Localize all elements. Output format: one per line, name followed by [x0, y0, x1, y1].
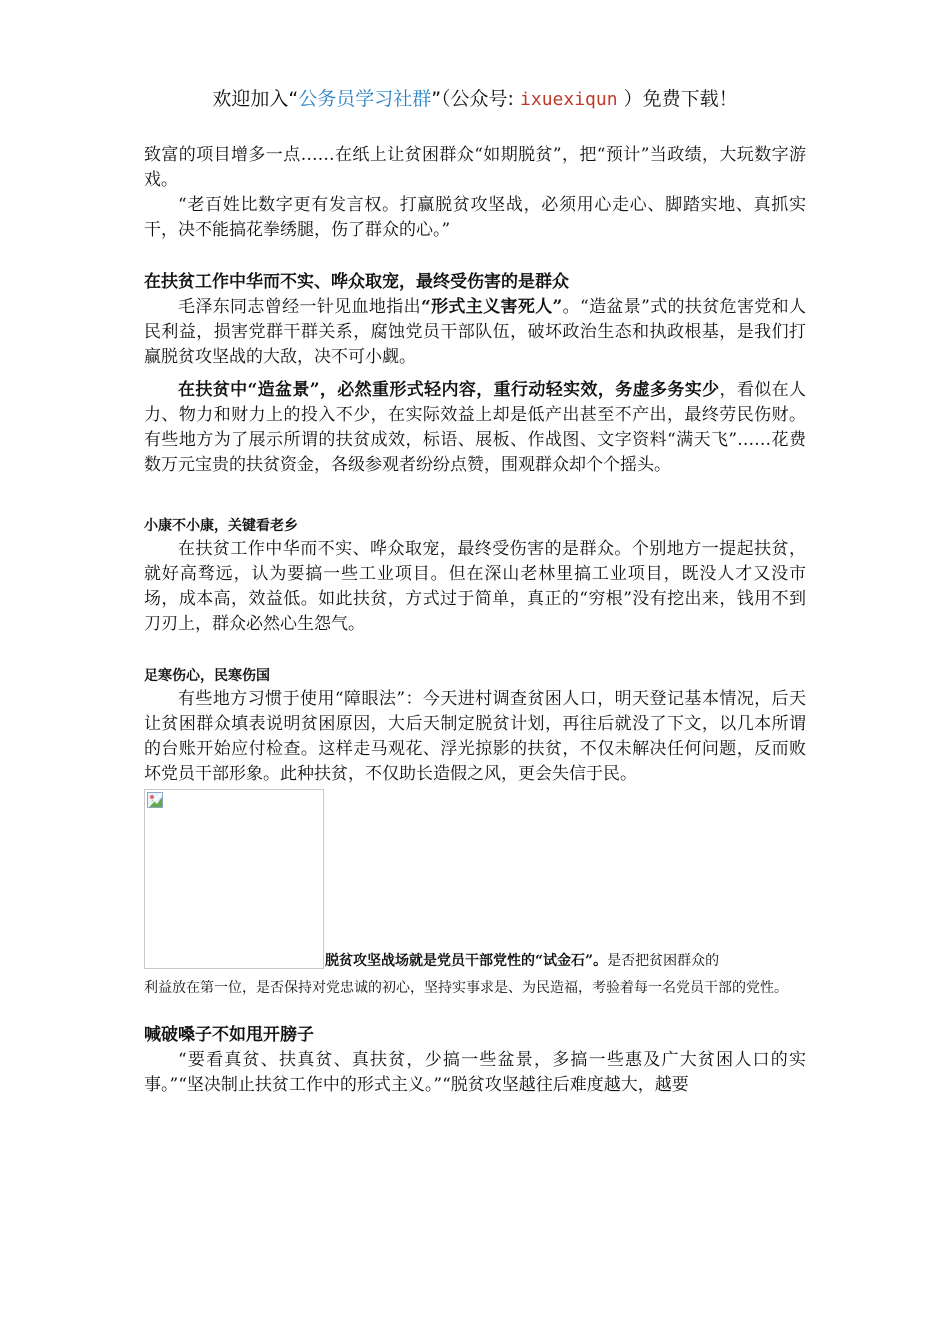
header-suffix: ）免费下载！: [623, 88, 738, 110]
section1-p2-bold: 在扶贫中“造盆景”，必然重形式轻内容，重行动轻实效，务虚多务实少: [178, 380, 720, 400]
intro-paragraph-1: 致富的项目增多一点……在纸上让贫困群众“如期脱贫”，把“预计”当政绩，大玩数字游戏。: [144, 145, 806, 190]
section2-paragraph-1: 在扶贫工作中华而不实、哗众取宠，最终受伤害的是群众。个别地方一提起扶贫，就好高骛远，认为要搞一些工业项目。但在深山老林里搞工业项目，既没人才又没市场，成本高，效益低。如此扶贫，方式过于简单，真正的“穷根”没有挖出来，钱用不到刀刃上，群众必然心生怨气。: [144, 539, 806, 634]
page-header: [0, 84, 950, 111]
header-group-name: 公务员学习社群: [298, 88, 432, 110]
caption-text: 是否把贫困群众的: [607, 953, 720, 969]
section2-heading: 小康不小康，关键看老乡: [144, 518, 298, 534]
image-caption: [325, 951, 806, 971]
image-row: [144, 789, 806, 971]
section1-paragraph-1: [144, 295, 806, 370]
section3-heading: 足寒伤心，民寒伤国: [144, 668, 270, 684]
section1-p1-bold: “形式主义害死人”: [420, 297, 563, 317]
header-middle: ”（公众号:: [431, 88, 514, 110]
broken-image-placeholder: [144, 789, 324, 969]
header-prefix: 欢迎加入“: [212, 88, 299, 110]
section4-paragraph-1: “要看真贫、扶真贫、真扶贫，少搞一些盆景，多搞一些惠及广大贫困人口的实事。”“坚决制止扶贫工作中的形式主义。”“脱贫攻坚越往后难度越大，越要: [144, 1050, 806, 1095]
document-body: [144, 143, 806, 1098]
caption-bold: 脱贫攻坚战场就是党员干部党性的“试金石”。: [325, 953, 608, 969]
section1-p1-text-b: 。“造盆景”式的扶贫危害党和人民利益，损害党群干群关系，腐蚀党员干部队伍，破坏政治生态和执政根基，是我们打赢脱贫攻坚战的大敌，决不可小觑。: [144, 297, 806, 367]
section1-p2-text: ，看似在人力、物力和财力上的投入不少，在实际效益上却是低产出甚至不产出，最终劳民伤财。有些地方为了展示所谓的扶贫成效，标语、展板、作战图、文字资料“满天飞”……花费数万元宝贵的扶贫资金，各级参观者纷纷点赞，围观群众却个个摇头。: [144, 380, 806, 475]
section3-paragraph-1: 有些地方习惯于使用“障眼法”：今天进村调查贫困人口，明天登记基本情况，后天让贫困群众填表说明贫困原因，大后天制定脱贫计划，再往后就没了下文，以几本所谓的台账开始应付检查。这样走马观花、浮光掠影的扶贫，不仅未解决任何问题，反而败坏党员干部形象。此种扶贫，不仅助长造假之风，更会失信于民。: [144, 689, 806, 784]
section1-paragraph-2: [144, 378, 806, 478]
section4-heading: 喊破嗓子不如甩开膀子: [144, 1025, 314, 1045]
broken-image-icon: [147, 792, 163, 808]
caption-continuation: 利益放在第一位，是否保持对党忠诚的初心，坚持实事求是、为民造福，考验着每一名党员干部的党性。: [144, 980, 788, 996]
intro-paragraph-2: “老百姓比数字更有发言权。打赢脱贫攻坚战，必须用心走心、脚踏实地、真抓实干，决不能搞花拳绣腿，伤了群众的心。”: [144, 195, 806, 240]
section1-p1-text-a: 毛泽东同志曾经一针见血地指出: [178, 297, 421, 317]
header-account-code: ixuexiqun: [520, 89, 618, 110]
section1-heading: 在扶贫工作中华而不实、哗众取宠，最终受伤害的是群众: [144, 272, 569, 292]
